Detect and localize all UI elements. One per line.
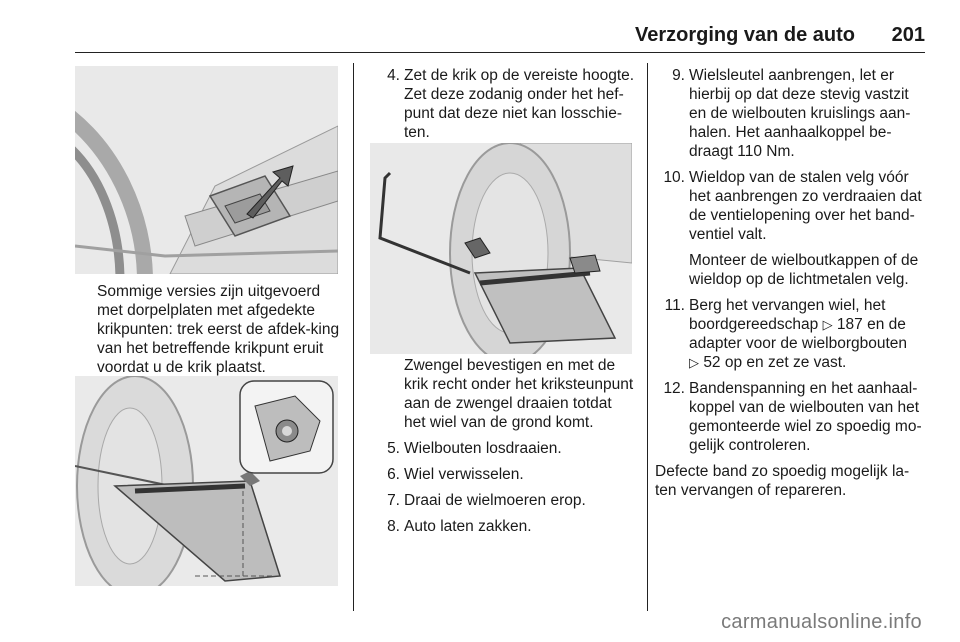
step-text: Bandenspanning en het aanhaal-koppel van de wielbouten van het gemonteerde wiel zo spoedig mo-gelijk controleren. bbox=[689, 380, 922, 454]
step-text: Wieldop van de stalen velg vóór het aanbrengen zo verdraaien dat de ventielopening over het band-ventiel valt. bbox=[689, 169, 922, 243]
page-reference[interactable]: 187 bbox=[836, 316, 863, 333]
step-number: 10. bbox=[663, 169, 685, 186]
closing-note: Defecte band zo spoedig mogelijk la-ten vervangen of repareren. bbox=[655, 463, 910, 499]
list-item-step-6 bbox=[370, 465, 635, 484]
list-item-step-4-sub bbox=[370, 356, 635, 432]
column-divider-left bbox=[353, 63, 354, 611]
watermark: carmanualsonline.info bbox=[721, 611, 922, 633]
step-number: 9. bbox=[672, 67, 685, 84]
list-item-step-12 bbox=[655, 379, 927, 455]
triangle-right-icon: ▷ bbox=[689, 355, 699, 370]
list-item-step-5 bbox=[370, 439, 635, 458]
jack-position-illustration bbox=[75, 376, 338, 586]
step-number: 6. bbox=[387, 466, 400, 483]
figure-jack-position bbox=[75, 376, 338, 586]
step-text: Wielsleutel aanbrengen, let er hierbij op dat deze stevig vastzit en de wielbouten kruislings aan-halen. Het aanhaalkoppel be-draagt 110 Nm. bbox=[689, 67, 911, 160]
section-title: Verzorging van de auto bbox=[634, 24, 855, 46]
step-text: Auto laten zakken. bbox=[404, 518, 532, 535]
step-text: Berg het vervangen wiel, het boordgereedschap ▷ 187 en de adapter voor de wielborgbouten ▷ 52 op en zet ze vast. bbox=[689, 297, 908, 371]
figure-jack-crank bbox=[370, 143, 632, 354]
step-number: 11. bbox=[664, 297, 685, 314]
step-text: Draai de wielmoeren erop. bbox=[404, 492, 586, 509]
list-item-step-10 bbox=[655, 168, 927, 289]
step-number: 4. bbox=[387, 67, 400, 84]
figure-sill-cover bbox=[75, 66, 338, 274]
step-text: Wiel verwisselen. bbox=[404, 466, 524, 483]
step-number: 8. bbox=[387, 518, 400, 535]
column-divider-right bbox=[647, 63, 648, 611]
list-item-step-9 bbox=[655, 66, 927, 161]
sill-cover-illustration bbox=[75, 66, 338, 274]
right-column bbox=[655, 66, 927, 500]
step-text: Zet de krik op de vereiste hoogte. Zet deze zodanig onder het hef-punt dat deze niet kan losschie-ten. bbox=[404, 67, 635, 141]
middle-column bbox=[370, 66, 635, 149]
step-number: 5. bbox=[387, 440, 400, 457]
step-subtext: Monteer de wielboutkappen of de wieldop op de lichtmetalen velg. bbox=[689, 252, 919, 288]
list-item-step-7 bbox=[370, 491, 635, 510]
jack-crank-illustration bbox=[370, 143, 632, 354]
list-item-step-4 bbox=[370, 66, 635, 142]
list-item-step-11 bbox=[655, 296, 927, 372]
middle-column-continued bbox=[370, 356, 635, 543]
list-item-step-8 bbox=[370, 517, 635, 536]
step-subtext: Zwengel bevestigen en met de krik recht onder het kriksteunpunt aan de zwengel draaien totdat het wiel van de grond komt. bbox=[404, 357, 634, 431]
figure-caption-sill: Sommige versies zijn uitgevoerd met dorpelplaten met afgedekte krikpunten: trek eerst de afdek-king van het betreffende krikpunt eruit voordat u de krik plaatst. bbox=[97, 283, 340, 376]
page-header bbox=[75, 22, 925, 53]
step-number: 7. bbox=[387, 492, 400, 509]
step-text: Wielbouten losdraaien. bbox=[404, 440, 562, 457]
page-number: 201 bbox=[891, 24, 925, 46]
page-reference[interactable]: 52 bbox=[703, 354, 721, 371]
step-number: 12. bbox=[663, 380, 685, 397]
triangle-right-icon: ▷ bbox=[822, 317, 833, 332]
